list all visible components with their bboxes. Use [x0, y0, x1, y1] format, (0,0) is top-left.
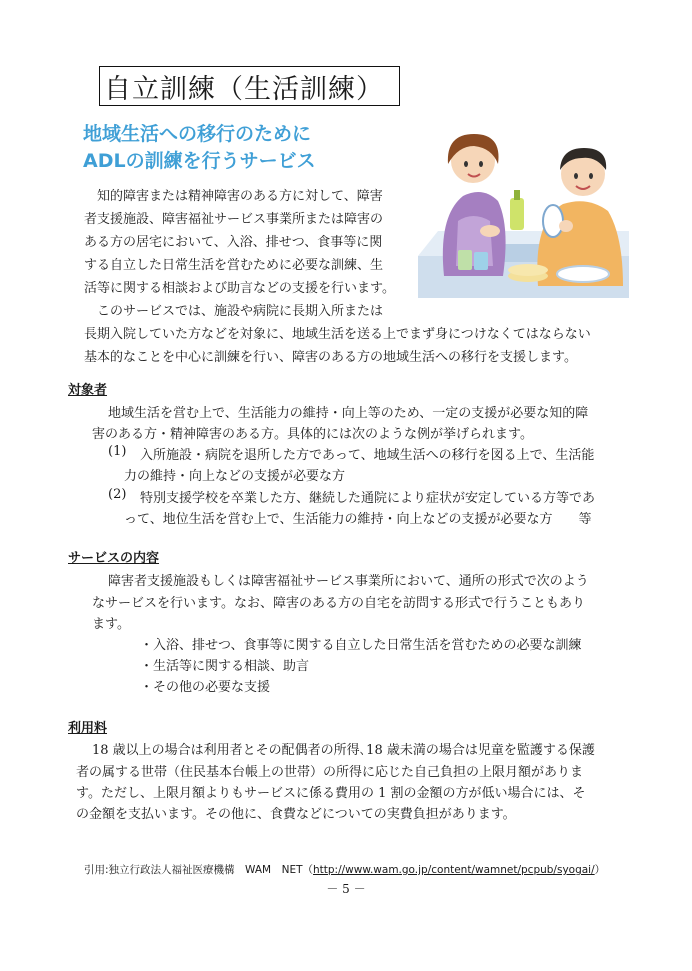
catch-line-1: 地域生活への移行のために	[83, 123, 312, 145]
fee-heading: 利用料	[68, 721, 108, 736]
fee-line: す。ただし、上限月額よりもサービスに係る費用の 1 割の金額の方が低い場合には、そ	[76, 786, 586, 801]
catch-copy	[83, 121, 316, 175]
content-bullet: ・生活等に関する相談、助言	[140, 659, 310, 674]
intro-line: ある方の居宅において、入浴、排せつ、食事等に関	[84, 235, 383, 250]
content-line: なサービスを行います。なお、障害のある方の自宅を訪問する形式で行うこともあり	[92, 596, 585, 611]
target-item-number: (1)	[108, 444, 127, 459]
intro-line: する自立した日常生活を営むために必要な訓練、生	[84, 258, 384, 273]
citation-link[interactable]: http://www.wam.go.jp/content/wamnet/pcpub/syogai/	[313, 864, 595, 876]
content-bullet: ・入浴、排せつ、食事等に関する自立した日常生活を営むための必要な訓練	[140, 638, 582, 653]
content-heading: サービスの内容	[68, 551, 160, 566]
intro-line: 者支援施設、障害福祉サービス事業所または障害の	[84, 212, 384, 227]
intro-line: 知的障害または精神障害のある方に対して、障害	[84, 189, 383, 204]
fee-line: 者の属する世帯（住民基本台帳上の世帯）の所得に応じた自己負担の上限月額がありま	[76, 765, 584, 780]
intro-line: 基本的なことを中心に訓練を行い、障害のある方の地域生活への移行を支援します。	[84, 350, 577, 365]
page-title: 自立訓練（生活訓練）	[99, 66, 400, 106]
catch-line-2: ADLの訓練を行うサービス	[83, 150, 316, 172]
content-line: ます。	[92, 617, 130, 632]
intro-line: 長期入院していた方などを対象に、地域生活を送る上でまず身につけなくてはならない	[84, 327, 591, 342]
page-number: － 5 －	[326, 882, 366, 896]
target-line: 地域生活を営む上で、生活能力の維持・向上等のため、一定の支援が必要な知的障	[108, 406, 589, 421]
target-line: 害のある方・精神障害のある方。具体的には次のような例が挙げられます。	[92, 427, 533, 442]
target-item-line: 力の維持・向上などの支援が必要な方	[124, 469, 346, 484]
intro-line: 活等に関する相談および助言などの支援を行います。	[84, 281, 395, 296]
content-line: 障害者支援施設もしくは障害福祉サービス事業所において、通所の形式で次のよう	[108, 574, 589, 589]
content-bullet: ・その他の必要な支援	[140, 680, 271, 695]
intro-paragraph-top	[84, 185, 591, 369]
target-item-line: って、地位生活を営む上で、生活能力の維持・向上などの支援が必要な方 等	[124, 512, 592, 527]
intro-line: このサービスでは、施設や病院に長期入所または	[84, 304, 384, 319]
target-heading: 対象者	[68, 383, 108, 398]
citation	[84, 862, 605, 877]
fee-line: の金額を支払います。その他に、食費などについての実費負担があります。	[76, 807, 516, 822]
target-item-line: 入所施設・病院を退所した方であって、地域生活への移行を図る上で、生活能	[140, 448, 595, 463]
citation-suffix: ）	[594, 864, 606, 876]
target-item-number: (2)	[108, 487, 127, 502]
citation-prefix: 引用:独立行政法人福祉医療機構 WAM NET（	[84, 864, 313, 876]
target-item-line: 特別支援学校を卒業した方、継続した通院により症状が安定している方等であ	[140, 491, 596, 506]
fee-line: 18 歳以上の場合は利用者とその配偶者の所得､18 歳未満の場合は児童を監護する保護	[92, 743, 595, 758]
